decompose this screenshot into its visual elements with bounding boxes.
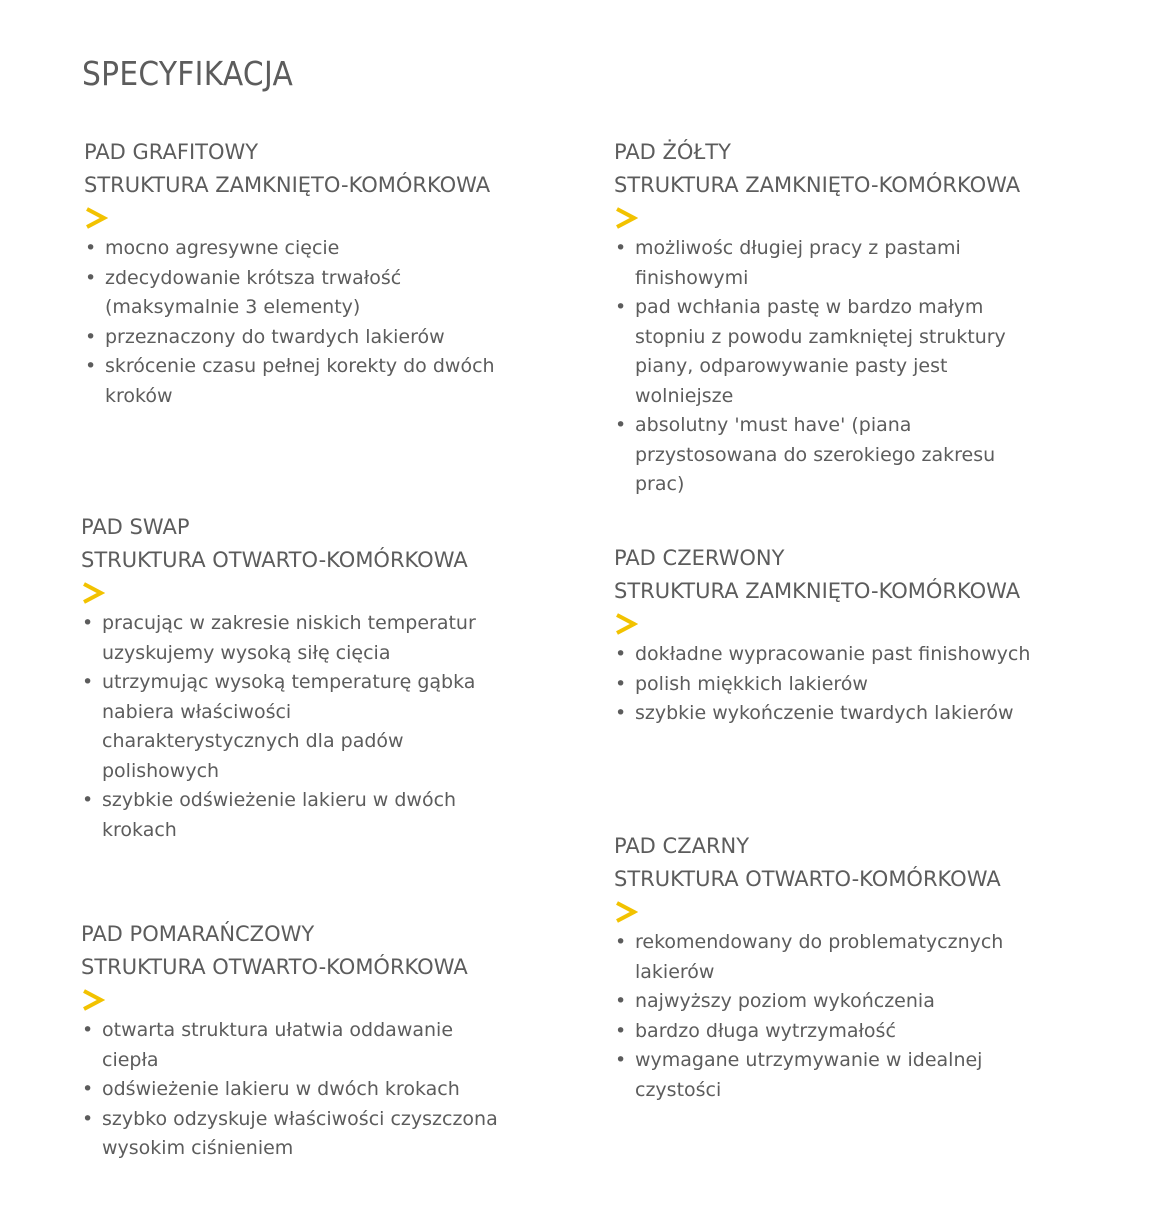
section-pad-czarny bbox=[614, 830, 1064, 1105]
list-item: • szybkie wykończenie twardych lakierów bbox=[614, 699, 1044, 729]
section-pad-pomaranczowy bbox=[81, 918, 511, 1164]
list-item: • odświeżenie lakieru w dwóch krokach bbox=[81, 1075, 511, 1105]
list-item: • polish miękkich lakierów bbox=[614, 670, 1044, 700]
chevron-right-icon bbox=[614, 204, 638, 232]
feature-list bbox=[614, 234, 1034, 500]
section-heading: PAD CZARNY bbox=[614, 834, 750, 858]
list-item: • mocno agresywne cięcie bbox=[84, 234, 524, 264]
section-structure: STRUKTURA ZAMKNIĘTO-KOMÓRKOWA bbox=[614, 173, 1021, 197]
section-heading: PAD CZERWONY bbox=[614, 546, 785, 570]
feature-list bbox=[81, 1016, 511, 1164]
section-pad-swap bbox=[81, 511, 481, 845]
list-item: • bardzo długa wytrzymałość bbox=[614, 1017, 1064, 1047]
section-pad-czerwony bbox=[614, 542, 1044, 729]
chevron-right-icon bbox=[614, 610, 638, 638]
feature-list bbox=[84, 234, 524, 411]
list-item: • otwarta struktura ułatwia oddawanie ciepła bbox=[81, 1016, 511, 1075]
list-item: • wymagane utrzymywanie w idealnej czystości bbox=[614, 1046, 1064, 1105]
section-pad-zolty bbox=[614, 136, 1034, 500]
section-heading: PAD SWAP bbox=[81, 515, 190, 539]
list-item: • najwyższy poziom wykończenia bbox=[614, 987, 1064, 1017]
list-item: • dokładne wypracowanie past finishowych bbox=[614, 640, 1044, 670]
list-item: • skrócenie czasu pełnej korekty do dwóch kroków bbox=[84, 352, 524, 411]
list-item: • możliwośc długiej pracy z pastami finishowymi bbox=[614, 234, 1034, 293]
page-title: SPECYFIKACJA bbox=[82, 54, 294, 93]
list-item: • pad wchłania pastę w bardzo małym stopniu z powodu zamkniętej struktury piany, odparowywanie pasty jest wolniejsze bbox=[614, 293, 1034, 411]
list-item: • utrzymując wysoką temperaturę gąbka nabiera właściwości charakterystycznych dla padów polishowych bbox=[81, 668, 481, 786]
list-item: • rekomendowany do problematycznych lakierów bbox=[614, 928, 1064, 987]
section-heading: PAD POMARAŃCZOWY bbox=[81, 922, 315, 946]
chevron-right-icon bbox=[81, 579, 105, 607]
section-structure: STRUKTURA ZAMKNIĘTO-KOMÓRKOWA bbox=[84, 173, 491, 197]
section-structure: STRUKTURA OTWARTO-KOMÓRKOWA bbox=[614, 867, 1001, 891]
section-structure: STRUKTURA OTWARTO-KOMÓRKOWA bbox=[81, 955, 468, 979]
list-item: • absolutny 'must have' (piana przystosowana do szerokiego zakresu prac) bbox=[614, 411, 1034, 500]
section-pad-grafitowy bbox=[84, 136, 524, 411]
chevron-right-icon bbox=[81, 986, 105, 1014]
list-item: • przeznaczony do twardych lakierów bbox=[84, 323, 524, 353]
feature-list bbox=[614, 640, 1044, 729]
feature-list bbox=[81, 609, 481, 845]
list-item: • szybko odzyskuje właściwości czyszczona wysokim ciśnieniem bbox=[81, 1105, 511, 1164]
list-item: • pracując w zakresie niskich temperatur uzyskujemy wysoką siłę cięcia bbox=[81, 609, 481, 668]
feature-list bbox=[614, 928, 1064, 1105]
list-item: • zdecydowanie krótsza trwałość (maksymalnie 3 elementy) bbox=[84, 264, 524, 323]
chevron-right-icon bbox=[614, 898, 638, 926]
list-item: • szybkie odświeżenie lakieru w dwóch krokach bbox=[81, 786, 481, 845]
section-structure: STRUKTURA ZAMKNIĘTO-KOMÓRKOWA bbox=[614, 579, 1021, 603]
section-heading: PAD GRAFITOWY bbox=[84, 140, 259, 164]
section-heading: PAD ŻÓŁTY bbox=[614, 140, 731, 164]
section-structure: STRUKTURA OTWARTO-KOMÓRKOWA bbox=[81, 548, 468, 572]
chevron-right-icon bbox=[84, 204, 108, 232]
